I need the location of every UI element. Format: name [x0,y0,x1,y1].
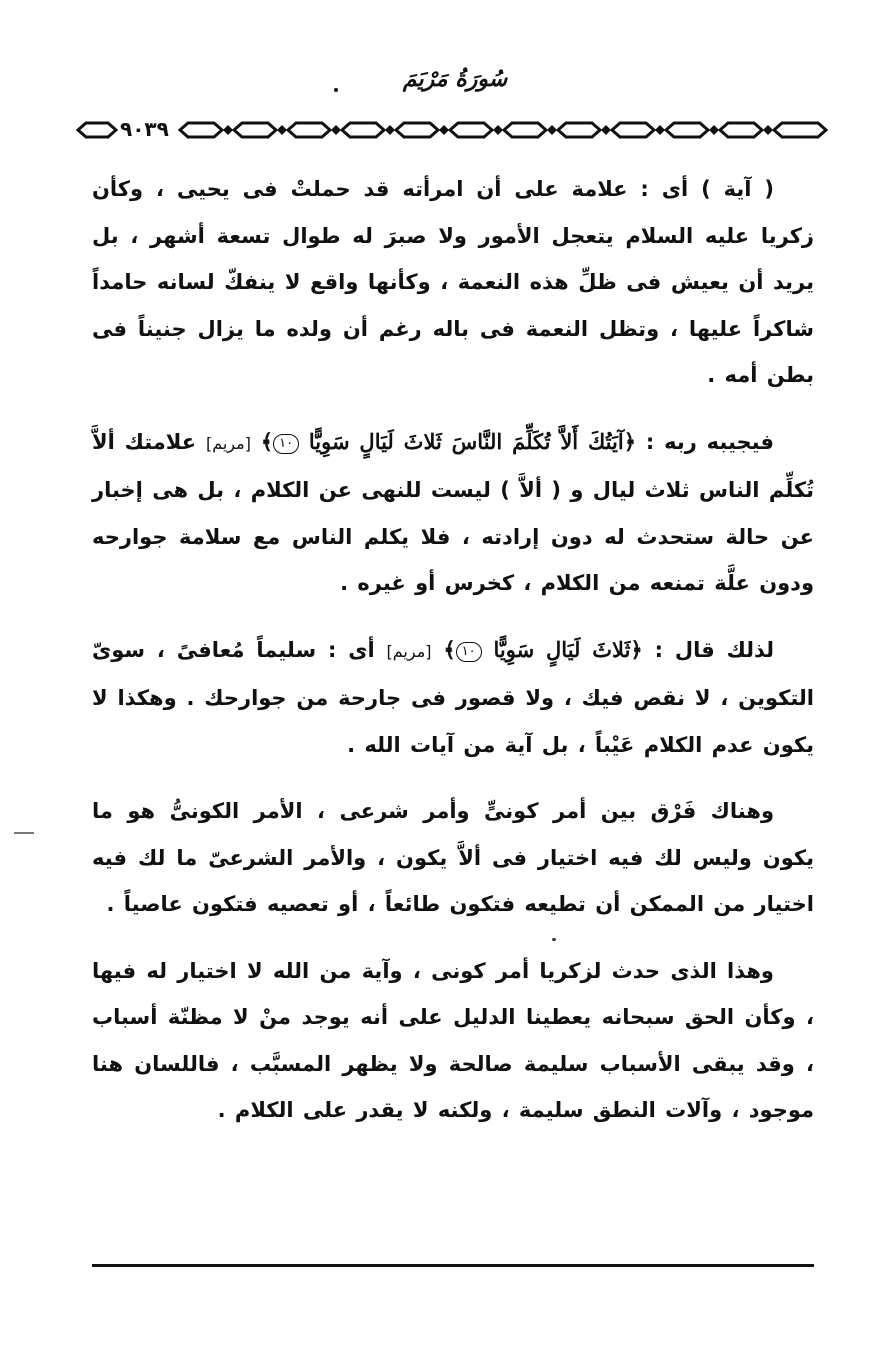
surah-title: سُورَةُ مَرْيَمَ [402,66,508,92]
margin-mark [14,832,34,834]
surah-reference: [مريم] [386,641,432,661]
paragraph-4-text: وهناك فَرْق بين أمر كونىٍّ وأمر شرعى ، الأمر الكونىُّ هو ما يكون وليس لك فيه اختيار فى ألاَّ يكون ، والأمر الشرعىّ ما لك فيه اختيار من الممكن أن تطيعه فتكون طائعاً ، أو تعصيه فتكون عاصياً . [92,799,814,916]
paragraph-5 [92,948,814,1134]
paragraph-3-intro: لذلك قال : [642,637,775,662]
paragraph-3-rest: أى : سليماً مُعافىً ، سوىّ التكوين ، لا نقص فيك ، ولا قصور فى جارحة من جوارحك . وهكذا لا يكون عدم الكلام عَيْباً ، بل آية من آيات الله . [92,637,814,757]
ornamental-rule [74,118,834,142]
header-dot [334,88,338,92]
body-text [92,166,814,1134]
surah-reference: [مريم] [205,433,251,453]
ayah-number: ١٠ [456,642,482,662]
quran-verse-close: ﴾ [443,636,456,662]
bottom-rule [92,1264,814,1267]
paragraph-5-text: وهذا الذى حدث لزكريا أمر كونى ، وآية من الله لا اختيار له فيها ، وكأن الحق سبحانه يعطينا الدليل على أنه يوجد منْ لا مظنّة أسباب ، وقد يبقى الأسباب سليمة صالحة ولا يظهر المسبَّب ، فاللسان هنا موجود ، وآلات النطق سليمة ، ولكنه لا يقدر على الكلام . [92,958,814,1122]
quran-verse-close: ﴾ [260,428,274,454]
paragraph-1 [92,166,814,399]
ink-speck [552,938,556,941]
paragraph-2-rest: علامتك ألاَّ تُكلِّم الناس ثلاث ليال و ( ألاَّ ) ليست للنهى عن الكلام ، بل هى إخبار عن حالة ستحدث له دون إرادته ، فلا يكلم الناس مع سلامة جوارحه ودون علَّة تمنعه من الكلام ، كخرس أو غيره . [92,429,814,595]
quran-verse: ﴿آيَتُكَ أَلاَّ تُكَلِّمَ النَّاسَ ثَلاثَ لَيَالٍ سَوِيًّا [308,428,636,454]
paragraph-2 [92,419,814,607]
paragraph-4 [92,788,814,928]
paragraph-2-intro: فيجيبه ربه : [636,429,774,454]
page-number: ٩٠٣٩ [120,117,169,141]
ayah-number: ١٠ [273,434,299,454]
paragraph-1-text: ( آية ) أى : علامة على أن امرأته قد حملتْ فى يحيى ، وكأن زكريا عليه السلام يتعجل الأمور ولا صبرَ له طوال تسعة أشهر ، بل يريد أن يعيش فى ظلِّ هذه النعمة ، وكأنها واقع لا ينفكّ لسانه حامداً شاكراً عليها ، وتظل النعمة فى باله رغم أن ولده ما يزال جنيناً فى بطن أمه . [92,177,814,387]
quran-verse: ﴿ثَلاثَ لَيَالٍ سَوِيًّا [493,636,643,662]
paragraph-3 [92,627,814,769]
